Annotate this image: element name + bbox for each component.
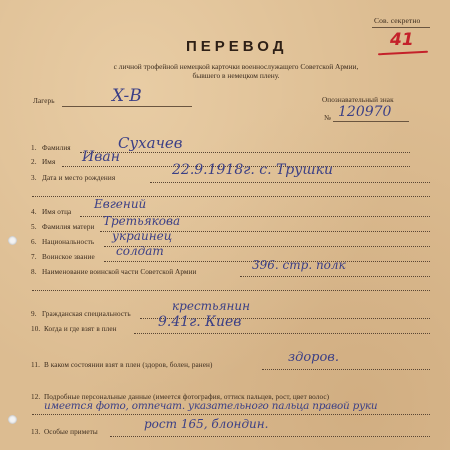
field-2-num: 2.	[31, 158, 37, 166]
field-4-label: Имя отца	[42, 208, 72, 216]
tag-label: Опознавательный знак	[322, 96, 394, 104]
camp-label: Лагерь	[33, 97, 55, 105]
field-6-value: украинец	[112, 229, 173, 243]
red-underline	[378, 51, 428, 56]
secret-stamp: Сов. секретно	[374, 16, 421, 25]
subtitle-line-1: с личной трофейной немецкой карточки военнослужащего Советской Армии,	[113, 62, 359, 71]
field-3-value: 22.9.1918г. с. Трушки	[172, 162, 334, 178]
page-title: ПЕРЕВОД	[186, 38, 288, 55]
field-9-label: Гражданская специальность	[42, 310, 131, 318]
field-7-label: Воинское звание	[42, 253, 95, 261]
field-10-label: Когда и где взят в плен	[44, 325, 117, 333]
field-12-label: Подробные персональные данные (имеется фотография, оттиск пальцев, рост, цвет волос)	[44, 393, 330, 401]
handwritten-number: 41	[390, 30, 414, 50]
field-1-rule	[80, 152, 410, 153]
field-1-label: Фамилия	[42, 144, 71, 152]
field-2-value: Иван	[82, 149, 120, 165]
field-9-num: 9.	[31, 310, 37, 318]
field-6-num: 6.	[31, 238, 37, 246]
field-2-label: Имя	[42, 158, 56, 166]
field-4-value: Евгений	[94, 197, 147, 211]
field-8-label: Наименование воинской части Советской Армии	[42, 268, 197, 276]
camp-value: X-B	[112, 86, 142, 106]
field-11-rule	[262, 369, 430, 370]
field-11-label: В каком состоянии взят в плен (здоров, болен, ранен)	[44, 361, 213, 369]
field-13-value: рост 165, блондин.	[144, 417, 269, 431]
tag-underline	[333, 121, 409, 122]
field-7-value: солдат	[116, 244, 164, 258]
field-3-rule	[150, 182, 430, 183]
field-5-value: Третьякова	[103, 214, 181, 228]
field-11-value: здоров.	[288, 350, 340, 365]
field-5-label: Фамилия матери	[42, 223, 95, 231]
field-10-value: 9.41г. Киев	[158, 314, 242, 330]
field-9-value: крестьянин	[172, 299, 251, 313]
field-13-rule	[110, 436, 430, 437]
field-4-num: 4.	[31, 208, 37, 216]
field-13-label: Особые приметы	[44, 428, 98, 436]
field-8-rule-continuation	[32, 290, 430, 291]
field-11-num: 11.	[31, 361, 41, 369]
field-7-num: 7.	[31, 253, 37, 261]
punch-hole-bottom	[8, 415, 17, 424]
field-3-rule-continuation	[32, 196, 430, 197]
field-12-num: 12.	[31, 393, 41, 401]
field-10-rule	[134, 333, 430, 334]
camp-underline	[62, 106, 192, 107]
tag-value: 120970	[338, 104, 392, 120]
field-5-num: 5.	[31, 223, 37, 231]
field-10-num: 10.	[31, 325, 41, 333]
field-8-rule	[240, 276, 430, 277]
field-6-label: Национальность	[42, 238, 95, 246]
subtitle-line-2: бывшего в немецком плену.	[192, 71, 280, 80]
field-1-num: 1.	[31, 144, 37, 152]
field-3-label: Дата и место рождения	[42, 174, 116, 182]
field-12-rule	[32, 414, 430, 415]
field-12-value: имеется фото, отпечат. указательного пальца правой руки	[44, 400, 378, 412]
secret-underline	[372, 27, 430, 28]
field-1-value: Сухачев	[118, 134, 183, 152]
field-8-num: 8.	[31, 268, 37, 276]
field-8-value: 396. стр. полк	[252, 258, 346, 272]
field-3-num: 3.	[31, 174, 37, 182]
tag-prefix: №	[324, 114, 331, 122]
field-13-num: 13.	[31, 428, 41, 436]
punch-hole-top	[8, 236, 17, 245]
